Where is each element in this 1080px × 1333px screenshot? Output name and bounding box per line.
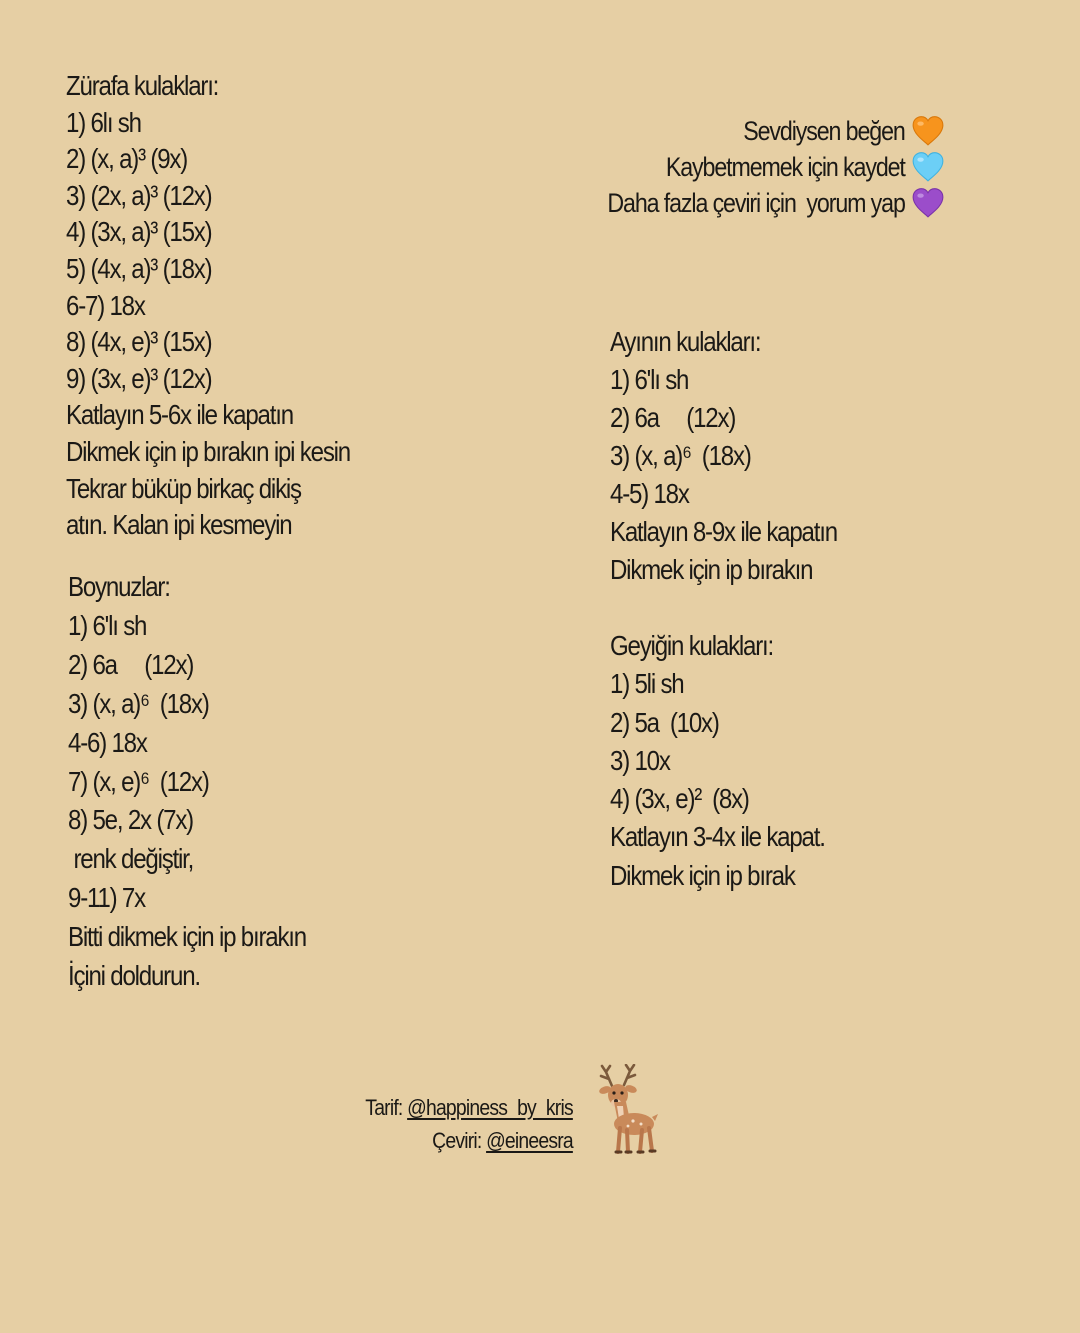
horns-line: Bitti dikmek için ip bırakın	[68, 921, 306, 953]
promo-line-save	[559, 149, 945, 185]
giraffe-ears-line: 6-7) 18x	[66, 289, 145, 321]
horns-line: renk değiştir,	[68, 843, 194, 875]
promo-line-like	[559, 113, 945, 149]
deer-ears-line: 1) 5li sh	[610, 668, 684, 700]
promo-comment-text: Daha fazla çeviri için yorum yap	[607, 187, 905, 218]
credits-block	[337, 1091, 573, 1157]
horns-line: 8) 5e, 2x (7x)	[68, 804, 194, 836]
deer-ears-line: Dikmek için ip bırak	[610, 859, 795, 891]
horns-line: 2) 6a (12x)	[68, 648, 194, 680]
giraffe-ears-line: 5) (4x, a)³ (18x)	[66, 252, 212, 284]
translation-handle-link[interactable]: @eineesra	[486, 1128, 573, 1153]
horns-section	[68, 568, 345, 996]
giraffe-ears-line: atın. Kalan ipi kesmeyin	[66, 509, 292, 541]
giraffe-ears-line: Katlayın 5-6x ile kapatın	[66, 399, 293, 431]
giraffe-ears-title: Zürafa kulakları:	[66, 70, 219, 101]
bear-ears-line: Katlayın 8-9x ile kapatın	[610, 516, 837, 547]
recipe-credit	[365, 1091, 573, 1124]
deer-ears-line: 4) (3x, e)² (8x)	[610, 783, 749, 815]
horns-title: Boynuzlar:	[68, 571, 170, 602]
promo-like-text: Sevdiysen beğen	[743, 115, 905, 146]
giraffe-ears-line: 9) (3x, e)³ (12x)	[66, 362, 212, 394]
giraffe-ears-line: 1) 6lı sh	[66, 106, 141, 138]
deer-ears-line: 2) 5a (10x)	[610, 706, 719, 738]
giraffe-ears-line: Dikmek için ip bırakın ipi kesin	[66, 435, 351, 467]
giraffe-ears-line: 3) (2x, a)³ (12x)	[66, 179, 212, 211]
purple-heart-icon	[911, 186, 945, 220]
bear-ears-line: 2) 6a (12x)	[610, 402, 736, 433]
recipe-label: Tarif:	[365, 1095, 408, 1120]
giraffe-ears-line: 2) (x, a)³ (9x)	[66, 143, 188, 175]
horns-line: 3) (x, a)⁶ (18x)	[68, 687, 209, 719]
deer-icon	[592, 1064, 662, 1158]
promo-save-text: Kaybetmemek için kaydet	[666, 151, 905, 182]
deer-ears-section	[610, 627, 860, 895]
horns-line: 1) 6'lı sh	[68, 609, 147, 641]
promo-line-comment	[559, 185, 945, 221]
horns-line: 4-6) 18x	[68, 726, 147, 758]
translation-credit	[365, 1124, 573, 1157]
horns-line: 9-11) 7x	[68, 882, 145, 914]
recipe-handle-link[interactable]: @happiness_by_kris	[407, 1095, 573, 1120]
horns-line: İçini doldurun.	[68, 960, 200, 992]
bear-ears-section	[610, 323, 874, 589]
giraffe-ears-line: Tekrar büküp birkaç dikiş	[66, 472, 301, 504]
bear-ears-title: Ayının kulakları:	[610, 326, 761, 357]
giraffe-ears-line: 8) (4x, e)³ (15x)	[66, 326, 212, 358]
deer-ears-line: Katlayın 3-4x ile kapat.	[610, 821, 825, 853]
bear-ears-line: Dikmek için ip bırakın	[610, 554, 813, 585]
orange-heart-icon	[911, 114, 945, 148]
giraffe-ears-line: 4) (3x, a)³ (15x)	[66, 216, 212, 248]
promo-block	[559, 113, 945, 221]
giraffe-ears-section	[66, 68, 396, 544]
deer-ears-line: 3) 10x	[610, 744, 670, 776]
bear-ears-line: 3) (x, a)⁶ (18x)	[610, 440, 751, 471]
deer-ears-title: Geyiğin kulakları:	[610, 630, 774, 661]
light-blue-heart-icon	[911, 150, 945, 184]
bear-ears-line: 4-5) 18x	[610, 478, 689, 509]
horns-line: 7) (x, e)⁶ (12x)	[68, 765, 209, 797]
translation-label: Çeviri:	[432, 1128, 487, 1153]
bear-ears-line: 1) 6'lı sh	[610, 364, 689, 395]
